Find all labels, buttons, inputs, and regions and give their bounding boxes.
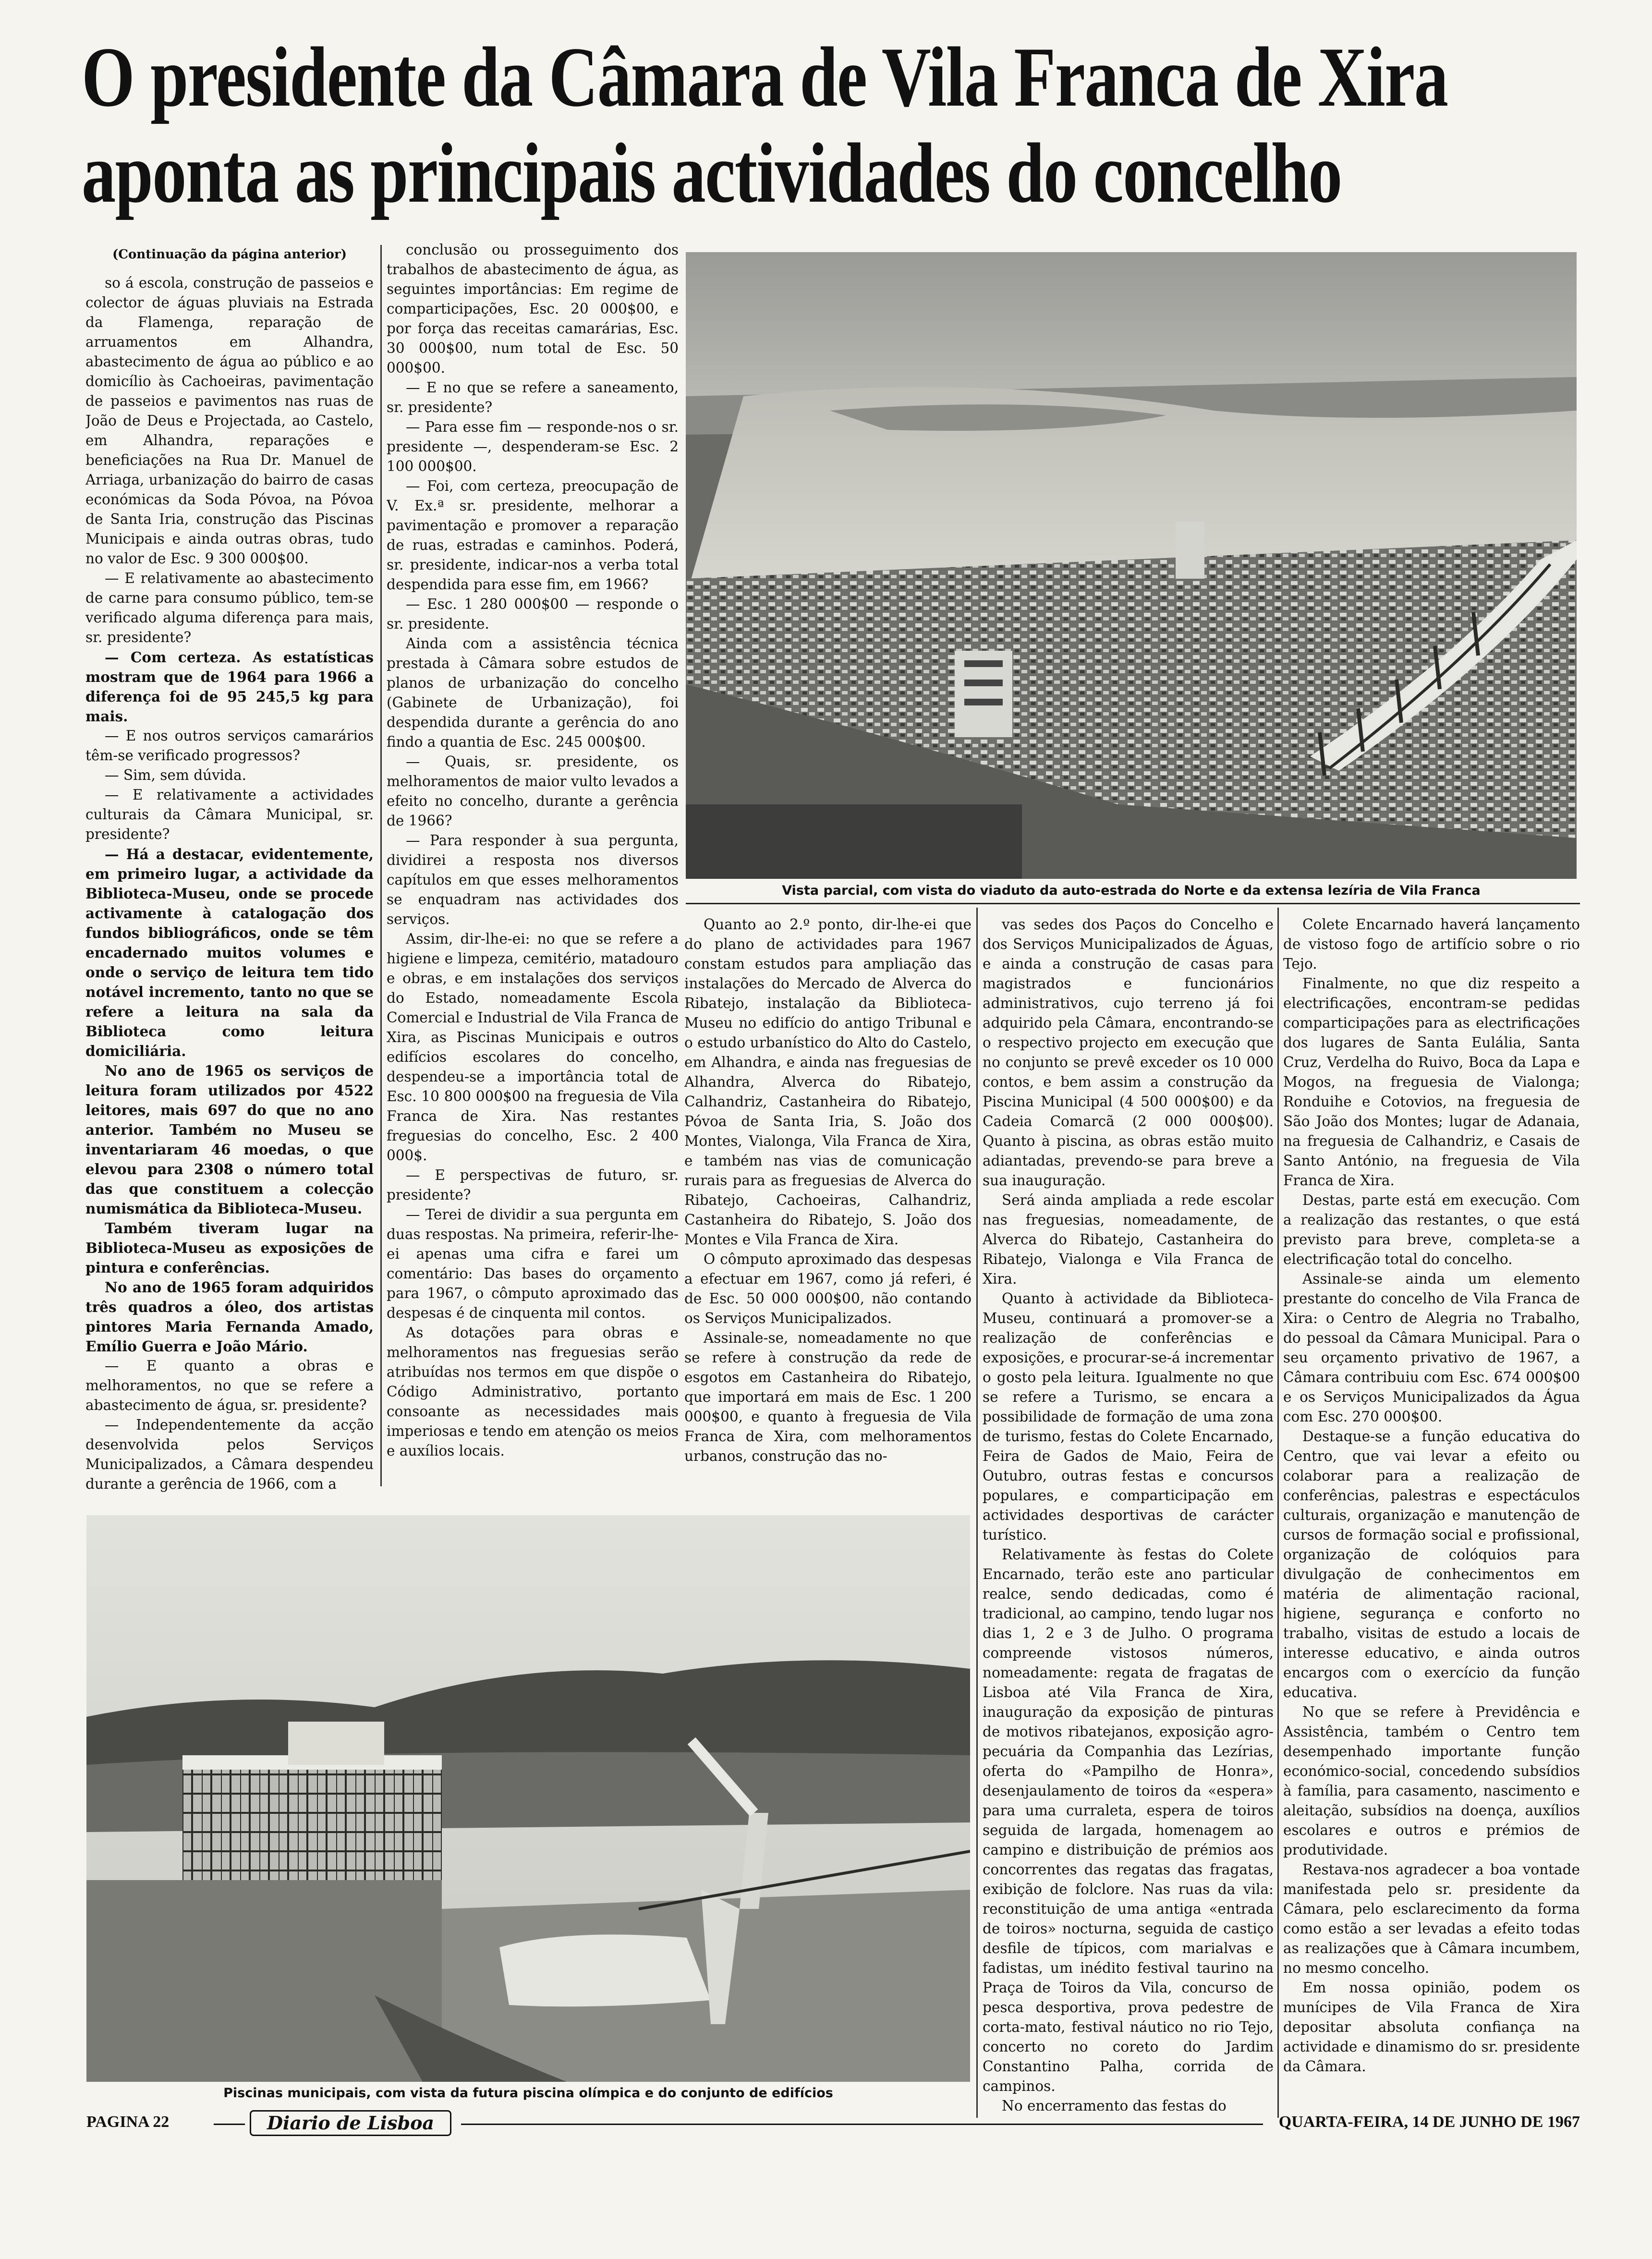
- paragraph: — E no que se refere a saneamento, sr. presidente?: [387, 379, 679, 415]
- column-rule: [976, 908, 978, 2118]
- paragraph: so á escola, construção de passeios e colector de águas pluviais na Estrada da Flamenga, reparação de arruamentos em Alhandra, abastecimento de água ao público e ao domicílio às Cachoeiras, pavimentação de passeios e pavimentos nas ruas de João de Deus e Projectada, ao Castelo, em Alhandra, reparações e beneficiações na Rua Dr. Manuel de Arriaga, urbanização do bairro de casas económicas da Soda Póvoa, na Póvoa de Santa Iria, construção das Piscinas Municipais e ainda outras obras, tudo no valor de Esc. 9 300 000$00.: [85, 275, 374, 567]
- paragraph: Assinale-se ainda um elemento prestante do concelho de Vila Franca de Xira: o Centro de Alegria no Trabalho, do pessoal da Câmara Municipal. Para o seu orçamento privativo de 1967, a Câmara contribuiu com Esc. 674 000$00 e os Serviços Municipalizados da Água com Esc. 270 000$00.: [1283, 1271, 1580, 1425]
- paragraph: — Para responder à sua pergunta, dividirei a resposta nos diversos capítulos em que esses melhoramentos se enquadram nas actividades dos serviços.: [387, 832, 679, 927]
- headline: [82, 29, 1448, 221]
- paragraph: Relativamente às festas do Colete Encarnado, terão este ano particular realce, sendo dedicadas, como é tradicional, ao campino, tendo lugar nos dias 1, 2 e 3 de Julho. O programa compreende vistosos números, nomeadamente: regata de fragatas de Lisboa até Vila Franca de Xira, inauguração da exposição de pinturas de motivos ribatejanos, exposição agro-pecuária da Companhia das Lezírias, oferta do «Pampilho de Honra», desenjaulamento de toiros da «espera» para uma curraleta, espera de toiros seguida de largada, homenagem ao campino e distribuição de prémios aos concorrentes das regatas das fragatas, exibição de folclore. Nas ruas da vila: reconstituição de uma antiga «entrada de toiros» nocturna, seguida de castiço desfile de típicos, com marialvas e fadistas, um inédito festival taurino na Praça de Toiros da Vila, concurso de pesca desportiva, prova pedestre de corta-mato, festival náutico no rio Tejo, concerto no coreto do Jardim Constantino Palha, corrida de campinos.: [983, 1546, 1274, 2094]
- paragraph: — Esc. 1 280 000$00 — responde o sr. presidente.: [387, 596, 679, 632]
- paragraph: Restava-nos agradecer a boa vontade manifestada pelo sr. presidente da Câmara, pelo esclarecimento da forma como estão a ser levadas a efeito todas as realizações que à Câmara incumbem, no mesmo concelho.: [1283, 1861, 1580, 1976]
- paragraph: Também tiveram lugar na Biblioteca-Museu as exposições de pintura e conferências.: [85, 1220, 374, 1276]
- headline-line-2: aponta as principais actividades do concelho: [82, 125, 1342, 220]
- paragraph: As dotações para obras e melhoramentos nas freguesias serão atribuídas nos termos em que dispõe o Código Administrativo, portanto consoante as necessidades mais imperiosas e tendo em atenção os meios e auxílios locais.: [387, 1324, 679, 1459]
- paragraph: — Há a destacar, evidentemente, em primeiro lugar, a actividade da Biblioteca-Museu, onde se procede activamente à catalogação dos fundos bibliográficos, onde se têm encadernado muitos volumes e onde o serviço de leitura tem tido notável incremento, tanto no que se refere a leitura na sala da Biblioteca como leitura domiciliária.: [85, 846, 374, 1059]
- page-number: PAGINA 22: [86, 2113, 170, 2131]
- footer-rule: [461, 2124, 1263, 2125]
- article-column-5: [1283, 915, 1580, 2111]
- paragraph: — Com certeza. As estatísticas mostram que de 1964 para 1966 a diferença foi de 95 245,5 kg para mais.: [85, 649, 374, 725]
- issue-date: QUARTA-FEIRA, 14 DE JUNHO DE 1967: [1278, 2113, 1580, 2131]
- paragraph: Colete Encarnado haverá lançamento de vistoso fogo de artifício sobre o rio Tejo.: [1283, 916, 1580, 972]
- paragraph: vas sedes dos Paços do Concelho e dos Serviços Municipalizados de Águas, e ainda a construção de casas para magistrados e funcionários administrativos, cujo terreno já foi adquirido pela Câmara, encontrando-se o respectivo projecto em execução que no conjunto se prevê exceder os 10 000 contos, e bem assim a construção da Piscina Municipal (4 500 000$00) e da Cadeia Comarcã (2 000 000$00). Quanto à piscina, as obras estão muito adiantadas, prevendo-se para breve a sua inauguração.: [983, 916, 1274, 1189]
- article-column-2: [387, 240, 679, 1489]
- paragraph: conclusão ou prosseguimento dos trabalhos de abastecimento de água, as seguintes importâncias: Em regime de comparticipações, Esc. 20 000$00, e por força das receitas camarárias, Esc. 30 000$00, num total de Esc. 50 000$00.: [387, 242, 679, 376]
- column-rule: [380, 245, 382, 1486]
- paragraph: Assinale-se, nomeadamente no que se refere à construção da rede de esgotos em Castanheira do Ribatejo, que importará em mais de Esc. 1 200 000$00, e quanto à freguesia de Vila Franca de Xira, com melhoramentos urbanos, construção das no-: [684, 1330, 972, 1464]
- paragraph: — Quais, sr. presidente, os melhoramentos de maior vulto levados a efeito no concelho, durante a gerência de 1966?: [387, 753, 679, 829]
- paragraph: Quanto ao 2.º ponto, dir-lhe-ei que do plano de actividades para 1967 constam estudos para ampliação das instalações do Mercado de Alverca do Ribatejo, instalação da Biblioteca-Museu no edifício do antigo Tribunal e o estudo urbanístico do Alto do Castelo, em Alhandra, e ainda nas freguesias de Alhandra, Alverca do Ribatejo, Calhandriz, Castanheira do Ribatejo, Póvoa de Santa Iria, S. João dos Montes, Vialonga, Vila Franca de Xira, e também nas vias de comunicação rurais para as freguesias de Alverca do Ribatejo, Cachoeiras, Calhandriz, Castanheira do Ribatejo, S. João dos Montes e Vila Franca de Xira.: [684, 916, 972, 1248]
- paragraph: — Foi, com certeza, preocupação de V. Ex.ª sr. presidente, melhorar a pavimentação e promover a reparação de ruas, estradas e caminhos. Poderá, sr. presidente, indicar-nos a verba total despendida para esse fim, em 1966?: [387, 478, 679, 593]
- newspaper-masthead: Diario de Lisboa: [250, 2110, 451, 2136]
- paragraph: O cômputo aproximado das despesas a efectuar em 1967, como já referi, é de Esc. 50 000 000$00, não contando os Serviços Municipalizados.: [684, 1251, 972, 1326]
- article-column-4: [983, 915, 1274, 2111]
- photo-pools-caption: Piscinas municipais, com vista da futura piscina olímpica e do conjunto de edifícios: [223, 2086, 833, 2101]
- paragraph: Em nossa opinião, podem os munícipes de Vila Franca de Xira depositar absoluta confiança na actividade e dinamismo do sr. presidente da Câmara.: [1283, 1980, 1580, 2075]
- paragraph: — E relativamente ao abastecimento de carne para consumo público, tem-se verificado alguma diferença para mais, sr. presidente?: [85, 570, 374, 645]
- paragraph: Será ainda ampliada a rede escolar nas freguesias, nomeadamente, de Alverca do Ribatejo, Castanheira do Ribatejo, Vialonga e Vila Franca de Xira.: [983, 1192, 1274, 1287]
- paragraph: No encerramento das festas do: [1002, 2098, 1227, 2111]
- paragraph: No ano de 1965 os serviços de leitura foram utilizados por 4522 leitores, mais 697 do que no ano anterior. Também no Museu se inventariaram 46 moedas, o que elevou para 2308 o número total das que constituem a colecção numismática da Biblioteca-Museu.: [85, 1062, 374, 1217]
- paragraph: — E relativamente a actividades culturais da Câmara Municipal, sr. presidente?: [85, 787, 374, 842]
- photo-aerial-view: [686, 252, 1577, 879]
- paragraph: Finalmente, no que diz respeito a electrificações, encontram-se pedidas comparticipações para as electrificações dos lugares de Santa Eulália, Santa Cruz, Verdelha do Ruivo, Boca da Lapa e Mogos, na freguesia de Vialonga; Ronduihe e Cotovios, na freguesia de São João dos Montes; lugar de Adanaia, na freguesia de Calhandriz, e Casais de Santo António, na freguesia de Vila Franca de Xira.: [1283, 975, 1580, 1189]
- paragraph: No ano de 1965 foram adquiridos três quadros a óleo, dos artistas pintores Maria Fernanda Amado, Emílio Guerra e João Mário.: [85, 1279, 374, 1355]
- paragraph: Quanto à actividade da Biblioteca-Museu, continuará a promover-se a realização de conferências e exposições, e procurar-se-á incrementar o gosto pela leitura. Igualmente no que se refere a Turismo, se encara a possibilidade de formação de uma zona de turismo, festas do Colete Encarnado, Feira de Gados de Maio, Feira de Outubro, outras festas e concursos populares, e comparticipação em actividades desportivas de carácter turístico.: [983, 1290, 1274, 1543]
- page-footer: [86, 2110, 1580, 2139]
- section-rule: [686, 903, 1580, 904]
- paragraph: No que se refere à Previdência e Assistência, também o Centro tem desempenhado importante função económico-social, concedendo subsídios à família, para casamento, nascimento e aleitação, subsídios na doença, auxílios escolares e outros e prémios de produtividade.: [1283, 1704, 1580, 1858]
- paragraph: Destas, parte está em execução. Com a realização das restantes, o que está previsto para breve, completa-se a electrificação total do concelho.: [1283, 1192, 1580, 1267]
- paragraph: — E quanto a obras e melhoramentos, no que se refere a abastecimento de água, sr. presidente?: [85, 1358, 374, 1413]
- paragraph: — E perspectivas de futuro, sr. presidente?: [387, 1167, 679, 1203]
- paragraph: — Terei de dividir a sua pergunta em duas respostas. Na primeira, referir-lhe-ei apenas uma cifra e farei um comentário: Das bases do orçamento para 1967, o cômputo aproximado das despesas é de cinquenta mil contos.: [387, 1206, 679, 1321]
- photo-aerial-caption: Vista parcial, com vista do viaduto da auto-estrada do Norte e da extensa lezíria de Vila Franca: [782, 883, 1481, 898]
- headline-line-1: O presidente da Câmara de Vila Franca de Xira: [82, 29, 1448, 124]
- continuation-note: (Continuação da página anterior): [112, 247, 347, 262]
- paragraph: — Sim, sem dúvida.: [105, 767, 247, 783]
- paragraph: — Para esse fim — responde-nos o sr. presidente —, despenderam-se Esc. 2 100 000$00.: [387, 419, 679, 474]
- article-column-3: [684, 915, 972, 1491]
- photo-swimming-pools: [86, 1515, 970, 2082]
- footer-rule: [214, 2124, 245, 2125]
- aerial-photo-image: [686, 252, 1577, 879]
- pools-photo-image: [86, 1515, 970, 2082]
- paragraph: Destaque-se a função educativa do Centro, que vai levar a efeito ou colaborar para a realização de conferências, palestras e espectáculos culturais, organização e manutenção de cursos de formação social e profissional, organização de colóquios para divulgação de conhecimentos em matéria de alimentação racional, higiene, segurança e conforto no trabalho, visitas de estudo a locais de interesse educativo, e ainda outros encargos com o exercício da função educativa.: [1283, 1428, 1580, 1700]
- paragraph: Assim, dir-lhe-ei: no que se refere a higiene e limpeza, cemitério, matadouro e obras, e em instalações dos serviços do Estado, nomeadamente Escola Comercial e Industrial de Vila Franca de Xira, as Piscinas Municipais e outros edifícios escolares do concelho, despendeu-se a importância total de Esc. 10 800 000$00 na freguesia de Vila Franca de Xira. Nas restantes freguesias do concelho, Esc. 2 400 000$.: [387, 931, 679, 1164]
- paragraph: — E nos outros serviços camarários têm-se verificado progressos?: [85, 728, 374, 764]
- paragraph: Ainda com a assistência técnica prestada à Câmara sobre estudos de planos de urbanização do concelho (Gabinete de Urbanização), foi despendida durante a gerência do ano findo a quantia de Esc. 245 000$00.: [387, 635, 679, 750]
- paragraph: — Independentemente da acção desenvolvida pelos Serviços Municipalizados, a Câmara despendeu durante a gerência de 1966, com a: [85, 1417, 374, 1492]
- column-rule: [1277, 908, 1279, 2118]
